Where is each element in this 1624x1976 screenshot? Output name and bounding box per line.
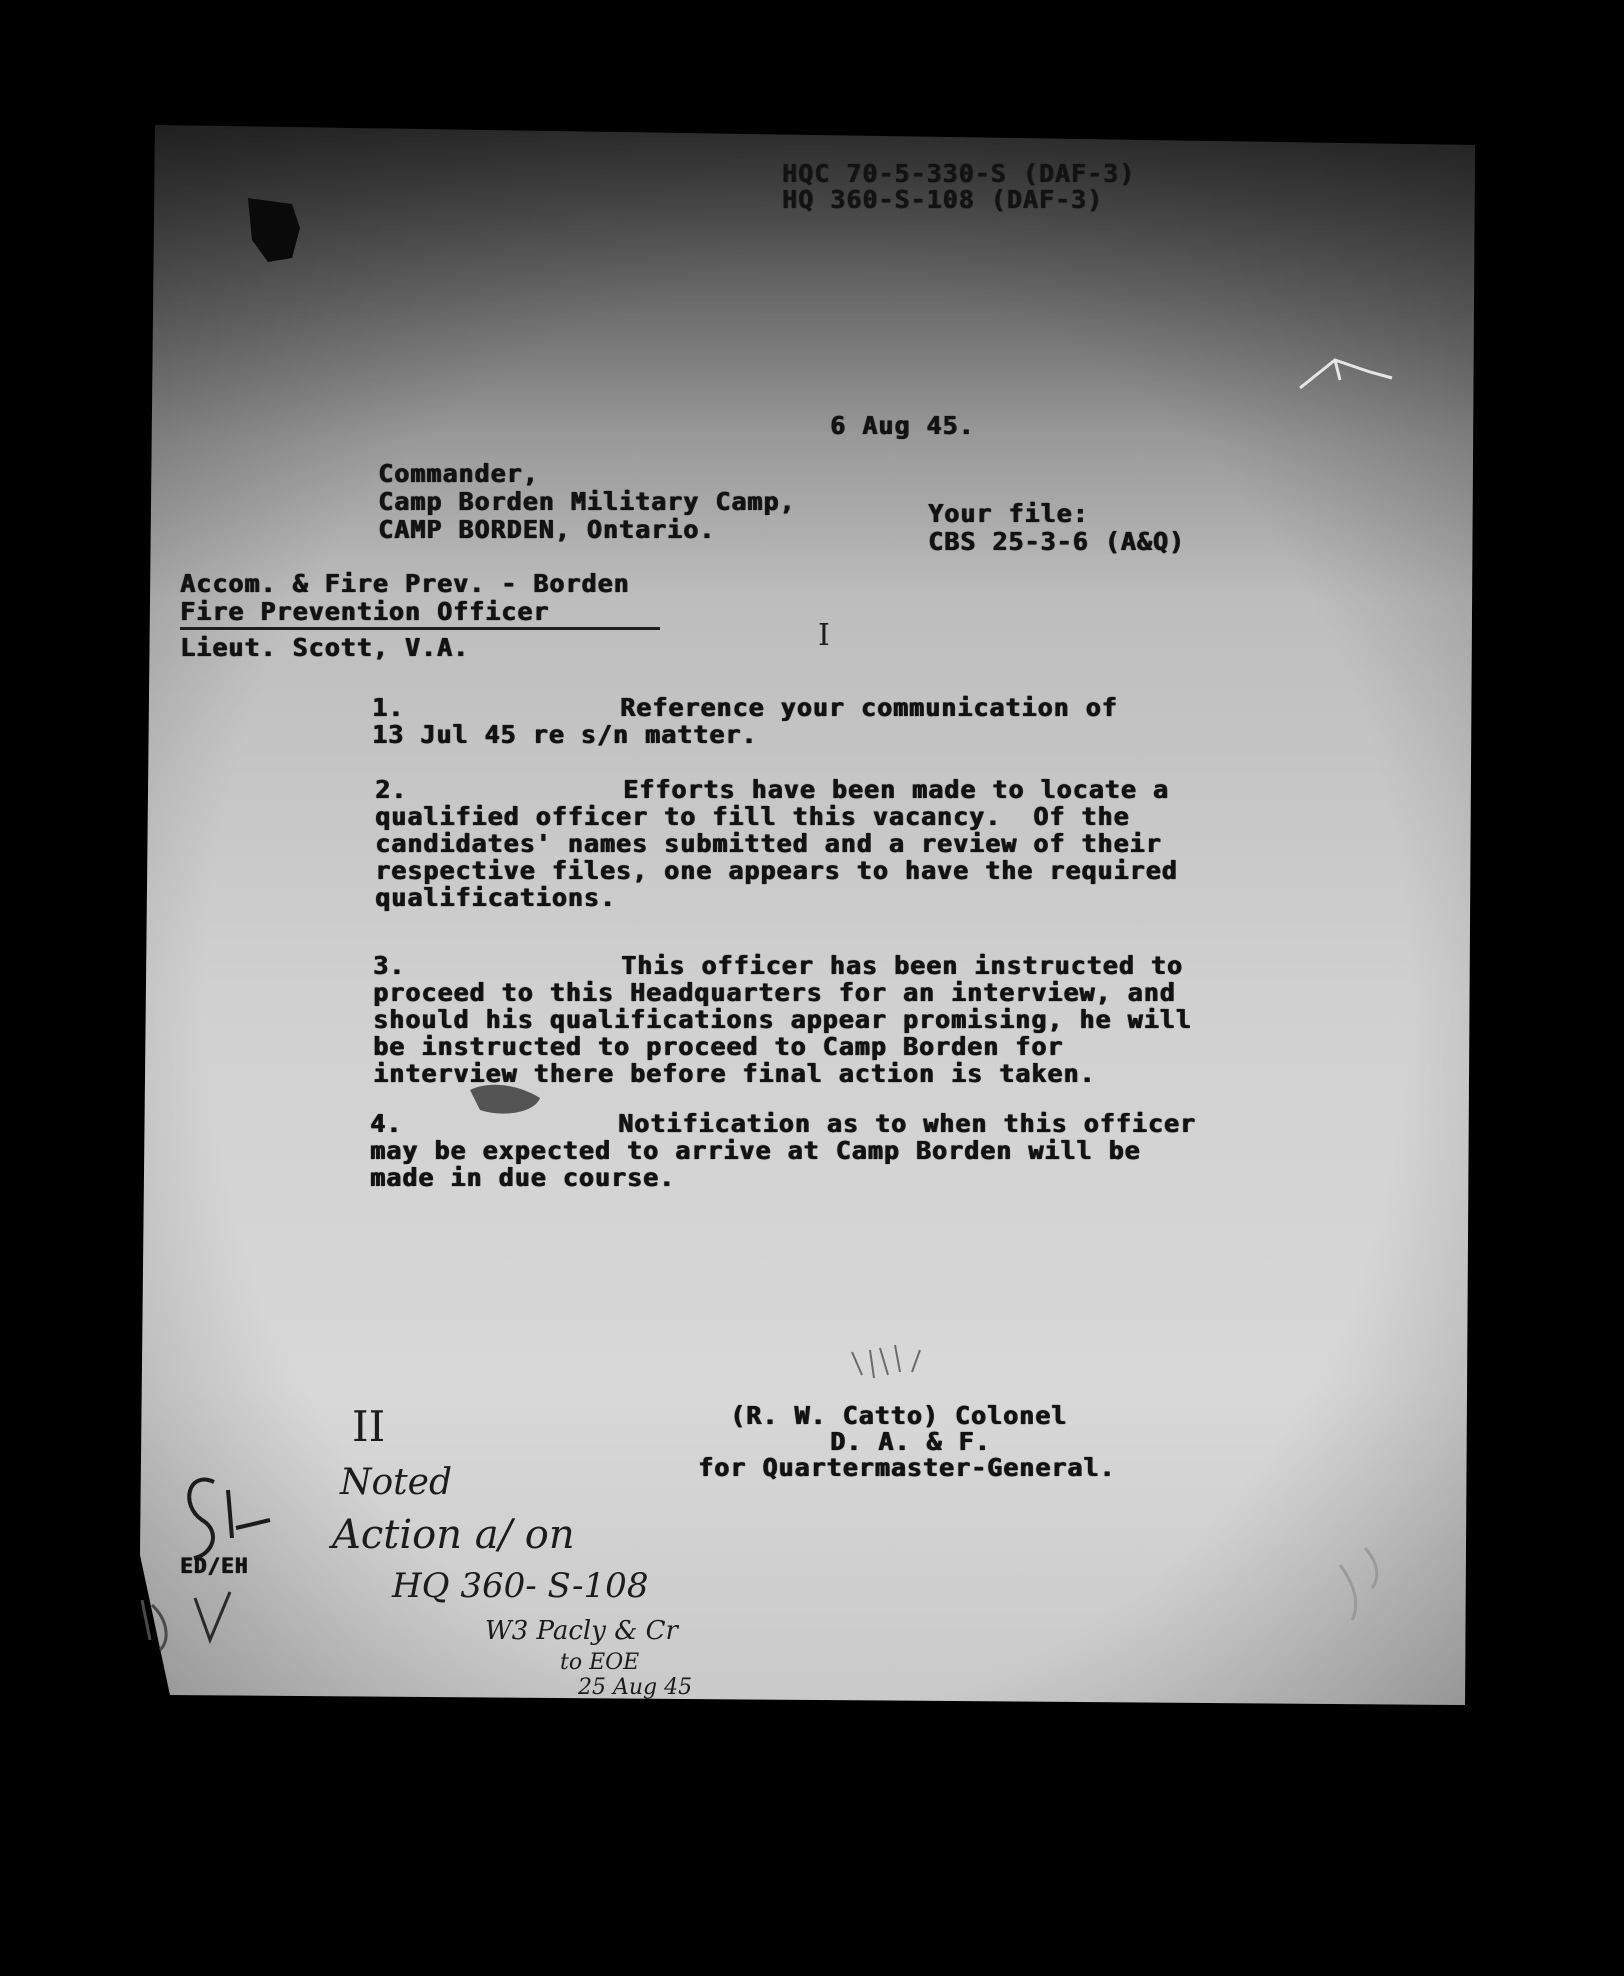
file-reference-2: HQ 360-S-108 (DAF-3) [782,185,1104,214]
paragraph-line: may be expected to arrive at Camp Borden will be [370,1136,1141,1165]
paragraph-line: qualifications. [375,883,616,912]
paragraph-3 [373,952,1192,1087]
subject-line-3: Lieut. Scott, V.A. [180,633,469,662]
paragraph-line: should his qualifications appear promising, he will [373,1005,1192,1034]
handwritten-file-reference: HQ 360- S-108 [392,1566,649,1606]
paragraph-4 [370,1110,1196,1191]
paragraph-line: proceed to this Headquarters for an interview, and [373,978,1176,1007]
subject-line-2: Fire Prevention Officer [180,597,550,626]
handwritten-note-line-2: to EOE [560,1650,640,1675]
handwritten-note-line-1: W3 Pacly & Cr [485,1616,678,1646]
subject-underline [180,627,660,630]
paragraph-line: made in due course. [370,1163,675,1192]
typist-initials: ED/EH [180,1554,249,1578]
paragraph-number: 1. [372,693,405,722]
paragraph-line: candidates' names submitted and a review of their [375,829,1162,858]
addressee-line-2: Camp Borden Military Camp, [378,487,796,516]
handwritten-noted: Noted [340,1462,452,1503]
paragraph-number: 4. [370,1109,403,1138]
paragraph-1 [372,694,1118,748]
paragraph-line: 13 Jul 45 re s/n matter. [372,720,758,749]
margin-roman-mark: I [818,618,830,653]
handwritten-note-line-3: 25 Aug 45 [578,1675,693,1700]
paragraph-line: Efforts have been made to locate a [623,775,1169,804]
paragraph-number: 3. [373,951,406,980]
paragraph-line: respective files, one appears to have the required [375,856,1178,885]
your-file-label: Your file: [928,499,1089,528]
letter-date: 6 Aug 45. [830,411,975,440]
file-reference-1: HQC 70-5-330-S (DAF-3) [782,159,1136,188]
paragraph-line: Notification as to when this officer [618,1109,1196,1138]
paragraph-2 [375,776,1178,911]
subject-line-1: Accom. & Fire Prev. - Borden [180,569,630,598]
paragraph-number: 2. [375,775,408,804]
paragraph-line: qualified officer to fill this vacancy. Of the [375,802,1130,831]
handwritten-action-note: Action a/ on [332,1512,575,1558]
paragraph-line: Reference your communication of [620,693,1118,722]
addressee-line-1: Commander, [378,459,539,488]
paragraph-line: This officer has been instructed to [621,951,1183,980]
signature-on-behalf: for Quartermaster-General. [698,1453,1116,1482]
signature-title: D. A. & F. [830,1427,991,1456]
signature-name: (R. W. Catto) Colonel [730,1401,1068,1430]
addressee-line-3: CAMP BORDEN, Ontario. [378,515,716,544]
paragraph-line: interview there before final action is taken. [373,1059,1096,1088]
paragraph-line: be instructed to proceed to Camp Borden for [373,1032,1064,1061]
handwritten-roman-numeral: II [352,1402,386,1451]
your-file-number: CBS 25-3-6 (A&Q) [928,527,1185,556]
